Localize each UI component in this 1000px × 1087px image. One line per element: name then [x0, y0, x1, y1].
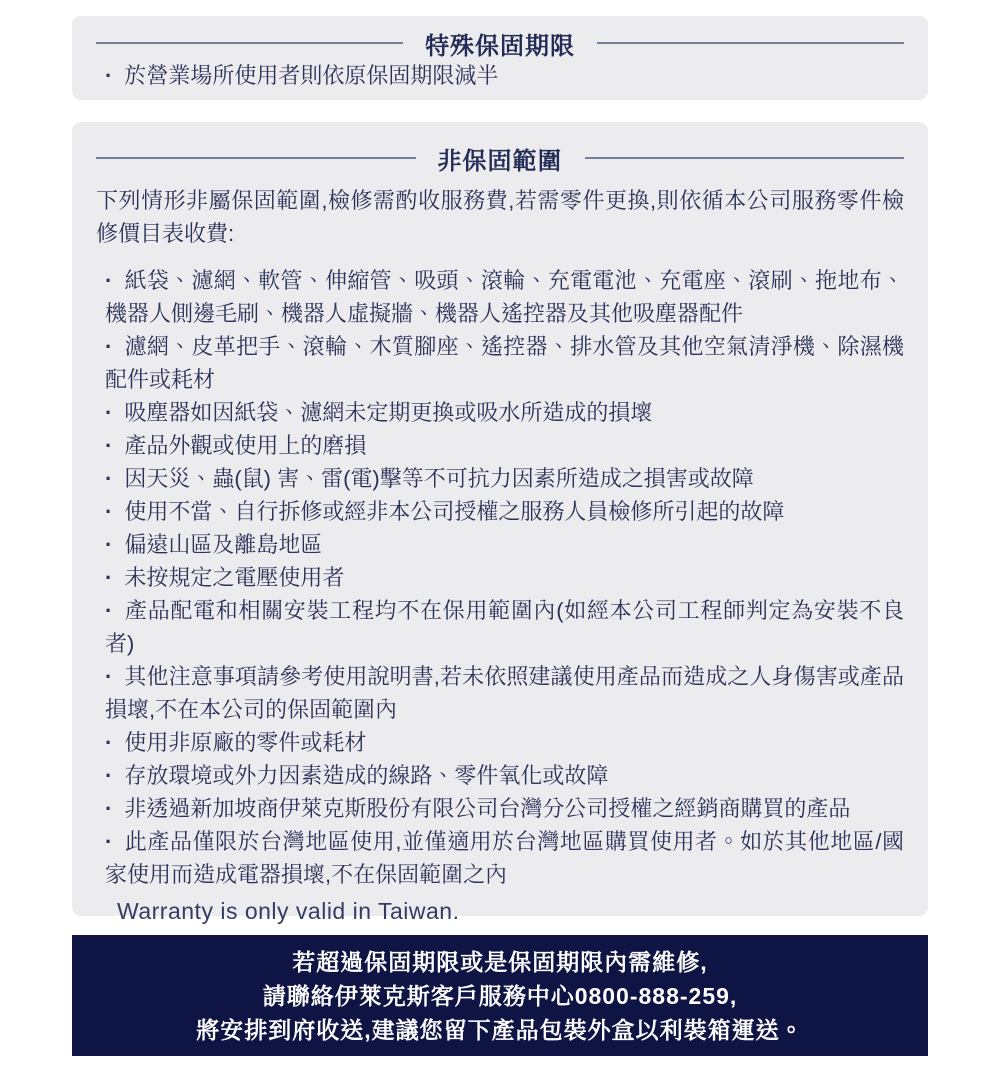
- special-warranty-list: [96, 59, 904, 92]
- non-warranty-list: [96, 264, 904, 891]
- list-item: · 因天災、蟲(鼠) 害、雷(電)擊等不可抗力因素所造成之損害或故障: [96, 462, 904, 495]
- list-item: · 使用不當、自行拆修或經非本公司授權之服務人員檢修所引起的故障: [96, 495, 904, 528]
- list-item: · 紙袋、濾網、軟管、伸縮管、吸頭、滾輪、充電電池、充電座、滾刷、拖地布、機器人側邊毛刷、機器人虛擬牆、機器人遙控器及其他吸塵器配件: [96, 264, 904, 330]
- list-item: · 存放環境或外力因素造成的線路、零件氧化或故障: [96, 759, 904, 792]
- list-item: · 產品外觀或使用上的磨損: [96, 429, 904, 462]
- list-item: · 濾網、皮革把手、滾輪、木質腳座、遙控器、排水管及其他空氣清淨機、除濕機配件或耗材: [96, 330, 904, 396]
- list-item: · 吸塵器如因紙袋、濾網未定期更換或吸水所造成的損壞: [96, 396, 904, 429]
- divider-line-left: [96, 157, 416, 159]
- list-item: · 非透過新加坡商伊萊克斯股份有限公司台灣分公司授權之經銷商購買的產品: [96, 792, 904, 825]
- special-warranty-title: 特殊保固期限: [425, 32, 575, 60]
- special-warranty-panel: [72, 16, 928, 100]
- service-contact-banner: [72, 935, 928, 1056]
- list-item: · 此產品僅限於台灣地區使用,並僅適用於台灣地區購買使用者。如於其他地區/國家使用而造成電器損壞,不在保固範圍之內: [96, 825, 904, 891]
- divider-line-right: [585, 157, 905, 159]
- service-contact-line: 請聯絡伊萊克斯客戶服務中心0800-888-259,: [262, 983, 738, 1009]
- warranty-english-note: Warranty is only valid in Taiwan.: [117, 898, 460, 924]
- non-warranty-panel: [72, 122, 928, 924]
- service-contact-line: 若超過保固期限或是保固期限內需維修,: [292, 949, 708, 975]
- non-warranty-title: 非保固範圍: [437, 147, 563, 175]
- non-warranty-heading: [96, 144, 904, 175]
- special-warranty-heading: [96, 29, 904, 60]
- divider-line-left: [96, 42, 403, 44]
- list-item: · 產品配電和相關安裝工程均不在保用範圍內(如經本公司工程師判定為安裝不良者): [96, 594, 904, 660]
- list-item: · 偏遠山區及離島地區: [96, 528, 904, 561]
- list-item: · 其他注意事項請參考使用說明書,若未依照建議使用產品而造成之人身傷害或產品損壞,不在本公司的保固範圍內: [96, 660, 904, 726]
- list-item: · 於營業場所使用者則依原保固期限減半: [96, 59, 904, 92]
- list-item: · 未按規定之電壓使用者: [96, 561, 904, 594]
- divider-line-right: [597, 42, 904, 44]
- list-item: · 使用非原廠的零件或耗材: [96, 726, 904, 759]
- service-contact-lines: [72, 945, 928, 1047]
- service-contact-line: 將安排到府收送,建議您留下產品包裝外盒以利裝箱運送。: [196, 1017, 804, 1043]
- non-warranty-intro: 下列情形非屬保固範圍,檢修需酌收服務費,若需零件更換,則依循本公司服務零件檢修價目表收費:: [96, 188, 904, 246]
